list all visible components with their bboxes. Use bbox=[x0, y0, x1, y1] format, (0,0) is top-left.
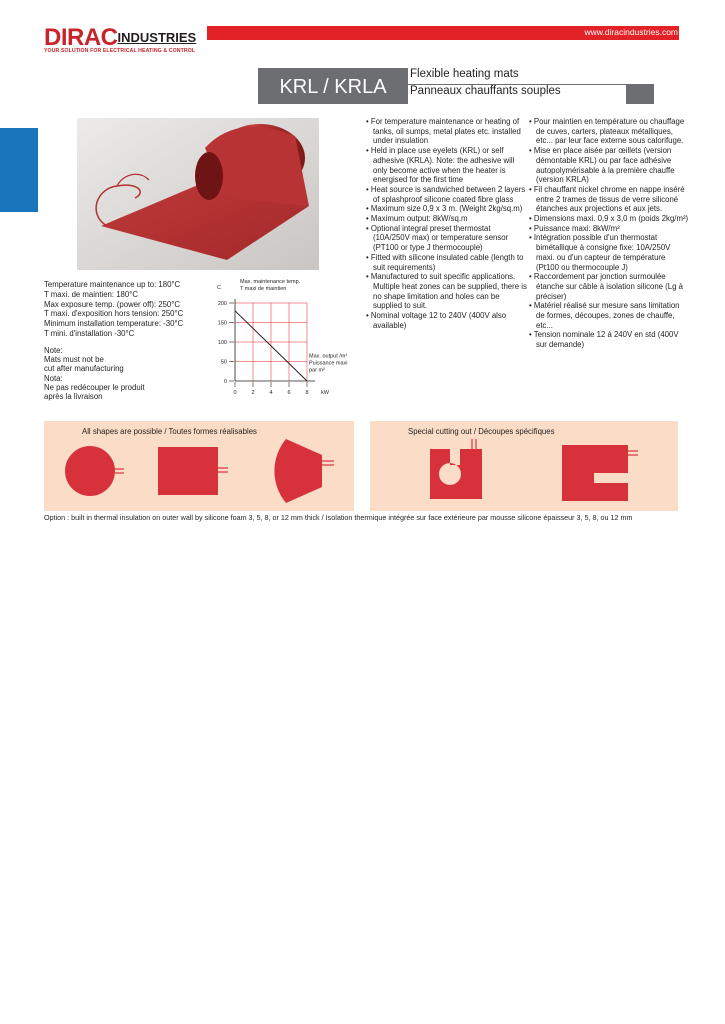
chart-series-label-fr: T maxi de maintien bbox=[240, 286, 287, 292]
sector-mat-shape bbox=[274, 439, 334, 503]
features-french bbox=[529, 117, 689, 350]
chart-output-label-fr2: par m² bbox=[309, 367, 325, 374]
spec-line: Max exposure temp. (power off): 250°C bbox=[44, 299, 181, 309]
feature-item: • Optional integral preset thermostat (10A/250V max) or temperature sensor (PT100 or type J thermocouple) bbox=[366, 223, 509, 253]
features-english bbox=[366, 117, 529, 330]
subtitle-end-block bbox=[626, 84, 654, 104]
note-line: après la livraison bbox=[44, 392, 103, 402]
feature-item: • Heat source is sandwiched between 2 layers of splashproof silicone coated fibre glass bbox=[366, 184, 526, 204]
subtitle-en: Flexible heating mats bbox=[410, 68, 519, 80]
cutouts-label: Special cutting out / Découpes spécifiques bbox=[408, 427, 555, 436]
feature-item: • For temperature maintenance or heating of tanks, oil sumps, metal plates etc. installed under insulation bbox=[366, 117, 521, 146]
feature-item: • Nominal voltage 12 to 240V (400V also available) bbox=[366, 311, 507, 330]
side-blue-tab bbox=[0, 128, 38, 212]
note-line: Nota: bbox=[44, 373, 63, 383]
feature-item: • Puissance maxi: 8kW/m² bbox=[529, 223, 620, 233]
chart-x-tick-label: 2 bbox=[251, 390, 255, 396]
spec-line: T maxi. d'exposition hors tension: 250°C bbox=[44, 309, 184, 319]
feature-item: • Mise en place aisée par œillets (version démontable KRL) ou par face adhésive autopolymérisable à la première chauffe (version KRLA) bbox=[529, 146, 675, 185]
chart-x-tick-label: 4 bbox=[269, 390, 273, 396]
product-subtitle bbox=[410, 66, 561, 100]
product-photo bbox=[77, 118, 319, 270]
feature-item: • Fil chauffant nickel chrome en nappe inséré entre 2 trames de tissus de verre siliconé étanches aux projections et aux jets. bbox=[529, 184, 685, 214]
subtitle-fr: Panneaux chauffants souples bbox=[410, 85, 561, 97]
feature-item: • Pour maintien en température ou chauffage de cuves, carters, plateaux métalliques, etc... par leur face externe sous calorifuge. bbox=[529, 117, 685, 146]
spec-line: Minimum installation temperature: -30°C bbox=[44, 319, 184, 329]
logo-wordmark: DIRAC bbox=[44, 24, 118, 51]
chart-y-tick-label: 0 bbox=[223, 379, 227, 385]
note-line: cut after manufacturing bbox=[44, 364, 124, 374]
product-code: KRL / KRLA bbox=[279, 76, 387, 98]
temperature-specs bbox=[44, 280, 183, 339]
logo-industries: INDUSTRIES bbox=[117, 30, 197, 45]
insulation-option-note: Option : built in thermal insulation on outer wall by silicone foam 3, 5, 8, or 12 mm thick / Isolation thermique intégrée sur face extérieure par mousse silicone épaisseur 3, 5, 8, ou 12 mm bbox=[44, 513, 633, 522]
feature-item: • Dimensions maxi. 0,9 x 3,0 m (poids 2kg/m²) bbox=[529, 214, 689, 224]
chart-x-axis-unit: kW bbox=[321, 390, 329, 396]
feature-item: • Intégration possible d'un thermostat bimétallique à consigne fixe: 10A/250V maxi. ou d'un capteur de température (Pt100 ou thermocouple J) bbox=[529, 233, 671, 272]
chart-y-tick-label: 50 bbox=[220, 359, 227, 366]
note-line: Note: bbox=[44, 346, 63, 355]
chart-y-tick-label: 100 bbox=[217, 340, 227, 346]
feature-item: • Held in place use eyelets (KRL) or self adhesive (KRLA). Note: the adhesive will only become active when the heater is energised for the first time bbox=[366, 146, 515, 185]
chart-x-tick-label: 6 bbox=[287, 390, 291, 396]
feature-item: • Manufactured to suit specific applications. Multiple heat zones can be supplied, there is no shape limitation and holes can be supplied to suit. bbox=[366, 272, 527, 311]
shapes-label: All shapes are possible / Toutes formes réalisables bbox=[82, 427, 257, 436]
chart-output-label-fr: Puissance maxi bbox=[309, 360, 348, 367]
spec-line: Temperature maintenance up to: 180°C bbox=[44, 280, 181, 289]
shapes-band bbox=[44, 421, 354, 511]
feature-item: • Maximum output: 8kW/sq.m bbox=[366, 214, 468, 224]
temperature-output-chart bbox=[200, 278, 348, 402]
chart-y-tick-label: 200 bbox=[217, 301, 227, 307]
subtitle-divider bbox=[408, 84, 628, 85]
website-link[interactable]: www.diracindustries.com bbox=[584, 27, 678, 37]
hole-cutout-shape bbox=[430, 439, 482, 499]
chart-y-tick-label: 150 bbox=[217, 320, 227, 327]
shapes-illustration bbox=[44, 421, 354, 511]
feature-item: • Matériel réalisé sur mesure sans limitation de formes, découpes, zones de chauffe, etc... bbox=[529, 301, 680, 330]
spec-line: T maxi. de maintien: 180°C bbox=[44, 289, 138, 299]
heating-mat-illustration bbox=[77, 118, 319, 270]
round-mat-shape bbox=[65, 446, 124, 496]
chart-output-label: Max. output /m² bbox=[309, 353, 348, 360]
feature-item: • Tension nominale 12 à 240V en std (400V sur demande) bbox=[529, 330, 679, 350]
feature-item: • Fitted with silicone insulated cable (length to suit requirements) bbox=[366, 252, 524, 272]
spec-line: T mini. d'installation -30°C bbox=[44, 328, 135, 338]
chart-x-tick-label: 0 bbox=[233, 390, 237, 396]
chart-series-label: Max. maintenance temp. bbox=[240, 279, 301, 285]
cutting-note bbox=[44, 346, 145, 401]
company-tagline: YOUR SOLUTION FOR ELECTRICAL HEATING & CONTROL bbox=[44, 48, 196, 54]
square-mat-shape bbox=[158, 447, 228, 495]
cutouts-band bbox=[370, 421, 678, 511]
chart-y-axis-label: C bbox=[217, 285, 221, 291]
cutouts-illustration bbox=[370, 421, 678, 511]
feature-item: • Maximum size 0,9 x 3 m. (Weight 2kg/sq.m) bbox=[366, 204, 523, 214]
notch-cutout-shape bbox=[562, 445, 638, 501]
feature-item: • Raccordement par jonction surmoulée étanche sur câble à isolation silicone (Lg à préciser) bbox=[529, 272, 683, 301]
note-line: Mats must not be bbox=[44, 355, 104, 365]
chart-x-tick-label: 8 bbox=[305, 390, 309, 396]
note-line: Ne pas redécouper le produit bbox=[44, 382, 145, 392]
